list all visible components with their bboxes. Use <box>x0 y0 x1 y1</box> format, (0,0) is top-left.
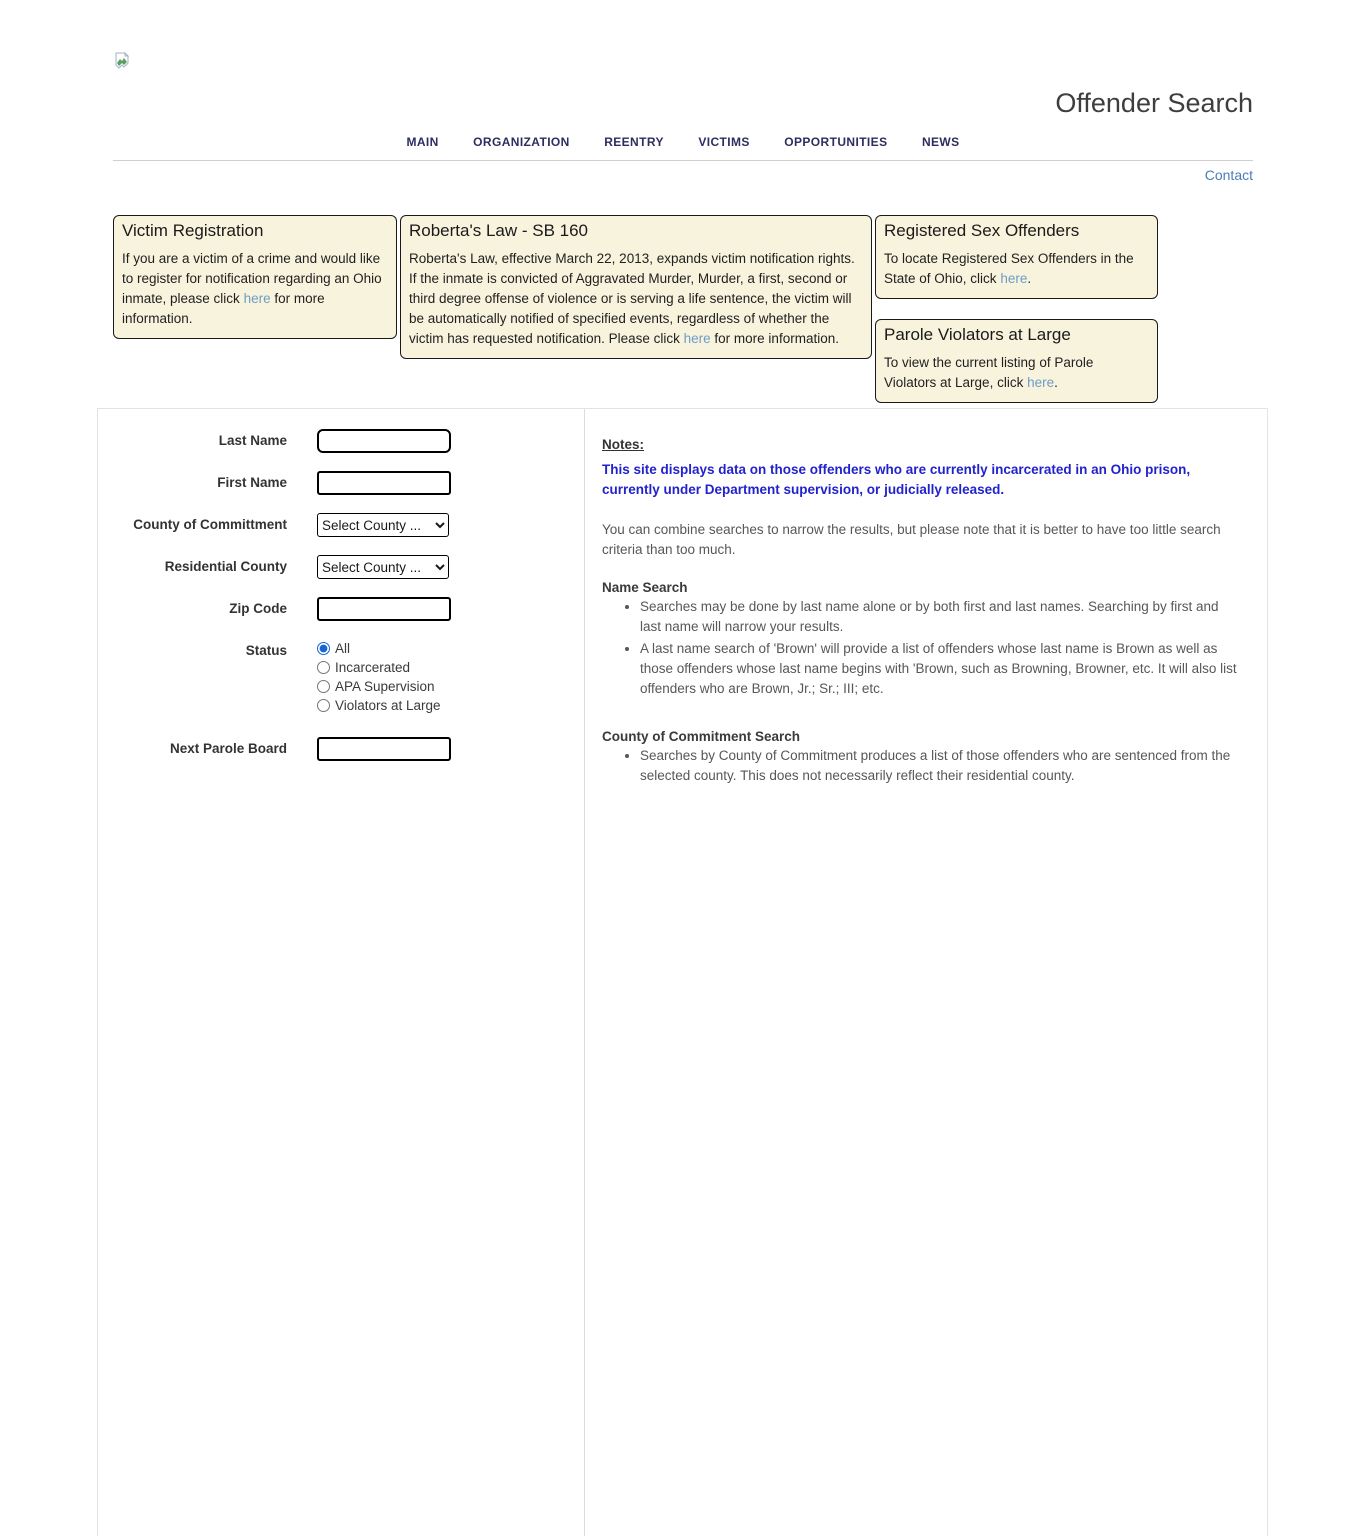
last-name-input[interactable] <box>317 429 451 453</box>
status-radio-apa-supervision[interactable] <box>317 680 330 693</box>
victim-registration-text: If you are a victim of a crime and would like to register for notification regarding an Ohio inmate, please click <box>122 251 382 306</box>
page-title: Offender Search <box>1055 88 1253 118</box>
status-radio-all[interactable] <box>317 642 330 655</box>
notes-heading: Notes: <box>602 437 645 452</box>
status-option-violators-at-large-label: Violators at Large <box>335 698 441 713</box>
parole-violators-here-link[interactable]: here <box>1027 375 1055 390</box>
status-option-apa-supervision[interactable] <box>317 679 441 694</box>
status-option-incarcerated[interactable] <box>317 660 441 675</box>
status-row <box>98 639 584 713</box>
robertas-law-text: Roberta's Law, effective March 22, 2013, expands victim notification rights. If the inmate is convicted of Aggravated Murder, Murder, a first, second or third degree offense of violence or is serving a life sentence, the victim will be automatically notified of specified events, regardless of whether the victim has requested notification. Please click <box>409 251 855 346</box>
status-option-all[interactable] <box>317 641 441 656</box>
nav-item-organization[interactable]: ORGANIZATION <box>473 135 570 149</box>
victim-registration-text-after: for more information. <box>122 291 325 326</box>
zip-code-label: Zip Code <box>229 601 287 616</box>
last-name-row <box>98 429 584 453</box>
header-divider <box>113 160 1253 161</box>
contact-link[interactable]: Contact <box>1204 167 1253 183</box>
notes-combine-paragraph: You can combine searches to narrow the results, but please note that it is better to have too little search criteria than too much. <box>602 522 1221 557</box>
name-search-heading: Name Search <box>602 580 688 595</box>
parole-violators-box <box>875 319 1158 403</box>
top-navigation <box>0 133 1366 151</box>
nav-item-victims[interactable]: VICTIMS <box>698 135 750 149</box>
next-parole-board-input[interactable] <box>317 737 451 761</box>
name-search-bullets <box>640 597 1243 699</box>
victim-registration-here-link[interactable]: here <box>243 291 271 306</box>
offender-search-form <box>98 409 585 1536</box>
robertas-law-body <box>409 249 863 349</box>
broken-image-icon <box>113 52 131 76</box>
name-search-bullet: • A last name search of 'Brown' will provide a list of offenders whose last name is Brown as well as those offenders whose last name begins with 'Brown, such as Browning, Browner, etc. It will also list offenders who are Brown, Jr.; Sr.; III; etc. <box>640 639 1243 699</box>
registered-sex-offenders-text-after: . <box>1027 271 1032 286</box>
robertas-law-text-after: for more information. <box>710 331 839 346</box>
nav-item-main[interactable]: MAIN <box>406 135 439 149</box>
last-name-label: Last Name <box>218 433 287 448</box>
county-of-committment-row <box>98 513 584 537</box>
parole-violators-text-after: . <box>1054 375 1058 390</box>
parole-violators-title: Parole Violators at Large <box>884 325 1071 344</box>
residential-county-row <box>98 555 584 579</box>
registered-sex-offenders-title: Registered Sex Offenders <box>884 221 1080 240</box>
robertas-law-here-link[interactable]: here <box>683 331 711 346</box>
county-search-bullets <box>640 746 1243 786</box>
status-radio-incarcerated[interactable] <box>317 661 330 674</box>
nav-item-reentry[interactable]: REENTRY <box>604 135 664 149</box>
notes-blue-statement: This site displays data on those offenders who are currently incarcerated in an Ohio prison, currently under Department supervision, or judicially released. <box>602 462 1191 497</box>
county-of-committment-label: County of Committment <box>133 517 287 532</box>
victim-registration-box <box>113 215 397 339</box>
parole-violators-text: To view the current listing of Parole Violators at Large, click <box>884 355 1094 390</box>
nav-item-opportunities[interactable]: OPPORTUNITIES <box>784 135 888 149</box>
parole-violators-body <box>884 353 1149 393</box>
status-option-violators-at-large[interactable] <box>317 698 441 713</box>
registered-sex-offenders-here-link[interactable]: here <box>1000 271 1028 286</box>
registered-sex-offenders-text: To locate Registered Sex Offenders in the State of Ohio, click <box>884 251 1134 286</box>
registered-sex-offenders-body <box>884 249 1149 289</box>
county-of-committment-select[interactable] <box>317 513 449 537</box>
search-panel <box>97 408 1268 1536</box>
status-option-incarcerated-label: Incarcerated <box>335 660 411 675</box>
status-radio-violators-at-large[interactable] <box>317 699 330 712</box>
registered-sex-offenders-box <box>875 215 1158 299</box>
next-parole-board-label: Next Parole Board <box>169 741 287 756</box>
county-search-heading: County of Commitment Search <box>602 729 801 744</box>
status-label: Status <box>245 643 287 658</box>
robertas-law-title: Roberta's Law - SB 160 <box>409 221 589 240</box>
first-name-input[interactable] <box>317 471 451 495</box>
info-boxes-row <box>113 215 1158 403</box>
victim-registration-body <box>122 249 388 329</box>
right-box-stack <box>875 215 1158 403</box>
first-name-label: First Name <box>217 475 287 490</box>
first-name-row <box>98 471 584 495</box>
notes-section <box>585 409 1267 1536</box>
zip-code-input[interactable] <box>317 597 451 621</box>
name-search-bullet: • Searches may be done by last name alone or by both first and last names. Searching by first and last name will narrow your results. <box>640 597 1243 637</box>
residential-county-label: Residential County <box>164 559 287 574</box>
status-radio-group <box>317 639 441 713</box>
nav-item-news[interactable]: NEWS <box>921 135 960 149</box>
victim-registration-title: Victim Registration <box>122 221 264 240</box>
robertas-law-box <box>400 215 872 359</box>
zip-code-row <box>98 597 584 621</box>
status-option-all-label: All <box>335 641 351 656</box>
county-search-bullet: • Searches by County of Commitment produces a list of those offenders who are sentenced from the selected county. This does not necessarily reflect their residential county. <box>640 746 1243 786</box>
status-option-apa-supervision-label: APA Supervision <box>335 679 435 694</box>
residential-county-select[interactable] <box>317 555 449 579</box>
next-parole-board-row <box>98 737 584 761</box>
